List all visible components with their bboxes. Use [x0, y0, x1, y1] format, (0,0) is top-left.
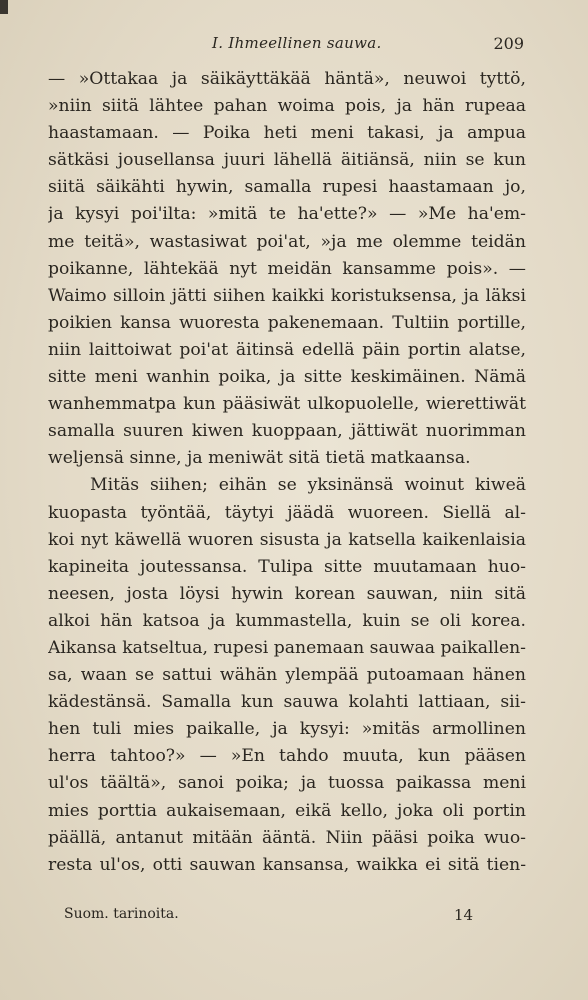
text-line: siitä säikähti hywin, samalla rupesi haastamaan jo, — [48, 177, 526, 198]
page-edge-mark — [0, 0, 8, 14]
page-header — [48, 34, 526, 58]
text-line: ul'os täältä», sanoi poika; ja tuossa paikassa meni — [48, 773, 526, 794]
text-line: sätkäsi jousellansa juuri lähellä äitiänsä, niin se kun — [48, 150, 526, 171]
text-line: koi nyt käwellä wuoren sisusta ja katsella kaikenlaisia — [48, 529, 526, 550]
text-line: — »Ottakaa ja säikäyttäkää häntä», neuwoi tyttö, — [48, 69, 526, 89]
text-line: weljensä sinne, ja meniwät sitä tietä matkaansa. — [48, 448, 471, 469]
page-footer — [64, 906, 524, 930]
text-line: Mitäs siihen; eihän se yksinänsä woinut kiweä — [90, 475, 526, 496]
text-line: neesen, josta löysi hywin korean sauwan, niin sitä — [48, 583, 526, 604]
text-line: »niin siitä lähtee pahan woima pois, ja hän rupeaa — [48, 96, 526, 117]
text-line: me teitä», wastasiwat poi'at, »ja me olemme teidän — [48, 231, 526, 252]
text-line: kädestänsä. Samalla kun sauwa kolahti lattiaan, sii- — [48, 692, 526, 713]
text-line: sa, waan se sattui wähän ylempää putoamaan hänen — [48, 665, 526, 686]
text-line: poikanne, lähtekää nyt meidän kansamme pois». — — [48, 258, 526, 279]
text-line: kapineita joutessansa. Tulipa sitte muutamaan huo- — [48, 556, 526, 577]
running-title: I. Ihmeellinen sauwa. — [212, 34, 382, 52]
text-line: herra tahtoo?» — »En tahdo muuta, kun pääsen — [48, 746, 526, 767]
text-line: sitte meni wanhin poika, ja sitte keskimäinen. Nämä — [48, 367, 526, 388]
body-text — [48, 66, 526, 879]
text-line: Aikansa katseltua, rupesi panemaan sauwaa paikallen- — [48, 637, 526, 658]
text-line: päällä, antanut mitään ääntä. Niin pääsi poika wuo- — [48, 827, 526, 848]
text-line: Waimo silloin jätti siihen kaikki koristuksensa, ja läksi — [48, 285, 526, 306]
text-line: hen tuli mies paikalle, ja kysyi: »mitäs armollinen — [48, 719, 526, 740]
page-number: 209 — [493, 34, 524, 53]
text-line: mies porttia aukaisemaan, eikä kello, joka oli portin — [48, 800, 526, 821]
text-line: haastamaan. — Poika heti meni takasi, ja ampua — [48, 123, 526, 144]
text-line: kuopasta työntää, täytyi jäädä wuoreen. Siellä al- — [48, 502, 526, 523]
text-line: alkoi hän katsoa ja kummastella, kuin se oli korea. — [48, 610, 526, 631]
sheet-number: 14 — [454, 906, 474, 924]
text-line: niin laittoiwat poi'at äitinsä edellä päin portin alatse, — [48, 339, 526, 360]
text-line: wanhemmatpa kun pääsiwät ulkopuolelle, wierettiwät — [48, 394, 526, 415]
printer-signature: Suom. tarinoita. — [64, 906, 179, 922]
text-line: samalla suuren kiwen kuoppaan, jättiwät nuorimman — [48, 421, 526, 442]
text-line: poikien kansa wuoresta pakenemaan. Tultiin portille, — [48, 312, 526, 333]
text-line: resta ul'os, otti sauwan kansansa, waikka ei sitä tien- — [48, 854, 526, 875]
text-line: ja kysyi poi'ilta: »mitä te ha'ette?» — »Me ha'em- — [48, 204, 526, 225]
